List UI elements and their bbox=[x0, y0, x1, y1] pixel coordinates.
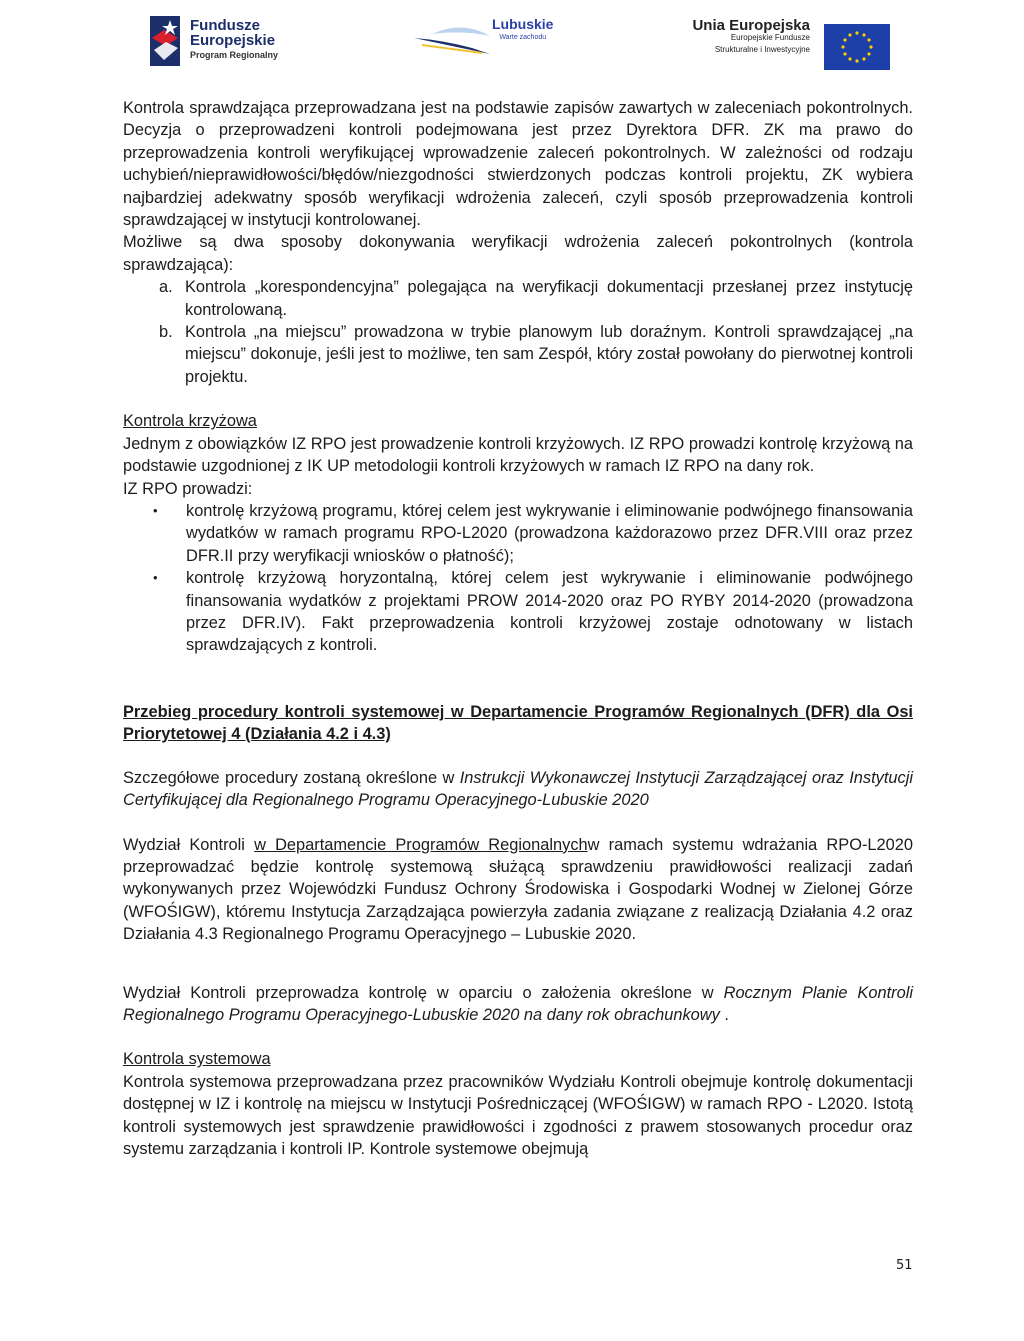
document-body bbox=[123, 97, 913, 1160]
bullet-icon: • bbox=[153, 570, 158, 586]
list-item-text: Kontrola „korespondencyjna” polegająca na weryfikacji dokumentacji przesłanej przez instytucję kontrolowaną. bbox=[185, 278, 913, 319]
control-check-paragraph: Kontrola sprawdzająca przeprowadzana jest na podstawie zapisów zawartych w zaleceniach pokontrolnych. Decyzja o przeprowadzeni kontroli podejmowana jest przez Dyrektora DFR. ZK ma prawo do przeprowadzenia kontroli weryfikującej wprowadzenie zaleceń pokontrolnych. W zależności od rodzaju uchybień/nieprawidłowości/błędów/niezgodności stwierdzonych podczas kontroli projektu, ZK wybiera najbardziej adekwatny sposób weryfikacji wdrożenia zaleceń, czyli sposób przeprowadzenia kontroli sprawdzającej w instytucji kontrolowanej. bbox=[123, 99, 913, 230]
procedures-lead: Szczegółowe procedury zostaną określone w bbox=[123, 768, 460, 787]
procedures-paragraph bbox=[123, 767, 913, 812]
lubuskie-logo-line1: Lubuskie bbox=[492, 16, 554, 32]
eu-flag-icon bbox=[824, 24, 890, 70]
lubuskie-swoosh-icon bbox=[412, 26, 492, 56]
list-item bbox=[123, 321, 913, 388]
lubuskie-logo-line2: Warte zachodu bbox=[499, 34, 547, 41]
page-number: 51 bbox=[896, 1258, 913, 1273]
list-item-text: Kontrola „na miejscu” prowadzona w trybie planowym lub doraźnym. Kontroli sprawdzającej „na miejscu” dokonuje, jeśli jest to możliwe, ten sam Zespół, który został powołany do pierwotnej kontroli projektu. bbox=[185, 323, 913, 386]
fe-logo-line3: Program Regionalny bbox=[190, 50, 279, 60]
cross-check-title: Kontrola krzyżowa bbox=[123, 412, 257, 431]
ue-logo-line1: Unia Europejska bbox=[692, 17, 810, 34]
cross-check-intro: IZ RPO prowadzi: bbox=[123, 479, 253, 498]
annual-plan-paragraph bbox=[123, 982, 913, 1027]
verification-methods-intro: Możliwe są dwa sposoby dokonywania weryfikacji wdrożenia zaleceń pokontrolnych (kontrola sprawdzająca): bbox=[123, 233, 913, 274]
control-department-lead: Wydział Kontroli bbox=[123, 835, 255, 854]
fe-flag-icon bbox=[150, 16, 180, 66]
list-item bbox=[123, 500, 913, 567]
ue-logo-line2: Europejskie Fundusze bbox=[730, 33, 810, 42]
verification-methods-list bbox=[123, 276, 913, 388]
system-control-paragraph: Kontrola systemowa przeprowadzana przez pracowników Wydziału Kontroli obejmuje kontrolę dokumentacji dostępnej w IZ i kontrolę na miejscu w Instytucji Pośredniczącej (WFOŚIGW) w ramach RPO - L2020. Istotą kontroli systemowych jest sprawdzenie prawidłowości i zgodności z prawem stosowanych procedur oraz systemu zarządzania i kontroli IP. Kontrole systemowe obejmują bbox=[123, 1072, 913, 1159]
lubuskie-logo bbox=[412, 16, 554, 66]
fe-logo-line1: Fundusze bbox=[190, 17, 260, 34]
cross-check-list bbox=[123, 500, 913, 657]
list-item bbox=[123, 567, 913, 657]
cross-check-paragraph: Jednym z obowiązków IZ RPO jest prowadzenie kontroli krzyżowych. IZ RPO prowadzi kontrolę krzyżową na podstawie uzgodnionej z IK UP metodologii kontroli krzyżowych w ramach IZ RPO na dany rok. bbox=[123, 434, 913, 476]
fe-logo-line2: Europejskie bbox=[190, 32, 276, 49]
annual-plan-lead: Wydział Kontroli przeprowadza kontrolę w oparciu o założenia określone w bbox=[123, 983, 724, 1002]
bullet-icon: • bbox=[153, 502, 158, 518]
fundusze-europejskie-logo bbox=[150, 16, 320, 68]
control-department-underlined: w Departamencie Programów Regionalnych bbox=[254, 835, 588, 854]
procedures-instruction-title: Instrukcji Wykonawczej Instytucji Zarządzającej oraz Instytucji Certyfikującej dla Regionalnego Programu Operacyjnego-Lubuskie 2020 bbox=[123, 768, 913, 810]
list-item-text: kontrolę krzyżową horyzontalną, której celem jest wykrywanie i eliminowanie podwójnego finansowania wydatków z projektami PROW 2014-2020 oraz PO RYBY 2014-2020 (prowadzona przez DFR.IV). Fakt przeprowadzenia kontroli krzyżowej zostaje odnotowany w listach sprawdzających z kontroli. bbox=[186, 569, 913, 655]
annual-plan-end: . bbox=[719, 1006, 729, 1024]
control-department-paragraph bbox=[123, 834, 913, 946]
ue-logo-line3: Strukturalne i Inwestycyjne bbox=[714, 45, 810, 54]
system-control-title: Kontrola systemowa bbox=[123, 1050, 271, 1069]
unia-europejska-logo bbox=[645, 16, 890, 68]
control-department-rest: w ramach systemu wdrażania RPO-L2020 przeprowadzać będzie kontrolę systemową służącą sprawdzeniu prawidłowości realizacji zadań wykonywanych przez Wojewódzki Fundusz Ochrony Środowiska i Gospodarki Wodnej w Zielonej Górze (WFOŚIGW), któremu Instytucja Zarządzająca powierzyła zadania związane z realizacją Działania 4.2 oraz Działania 4.3 Regionalnego Programu Operacyjnego – Lubuskie 2020. bbox=[123, 835, 913, 944]
annual-plan-title: Rocznym Planie Kontroli Regionalnego Programu Operacyjnego-Lubuskie 2020 na dany rok obrachunkowy bbox=[123, 983, 913, 1024]
list-item-text: kontrolę krzyżową programu, której celem jest wykrywanie i eliminowanie podwójnego finansowania wydatków w ramach programu RPO-L2020 (prowadzona każdorazowo przez DFR.VIII oraz przez DFR.II przy weryfikacji wniosków o płatność); bbox=[186, 501, 913, 565]
page-header bbox=[150, 8, 890, 70]
list-marker: a. bbox=[159, 278, 173, 297]
list-marker: b. bbox=[159, 323, 173, 342]
list-item bbox=[123, 276, 913, 321]
section-heading: Przebieg procedury kontroli systemowej w Departamencie Programów Regionalnych (DFR) dla Osi Priorytetowej 4 (Działania 4.2 i 4.3) bbox=[123, 702, 913, 743]
